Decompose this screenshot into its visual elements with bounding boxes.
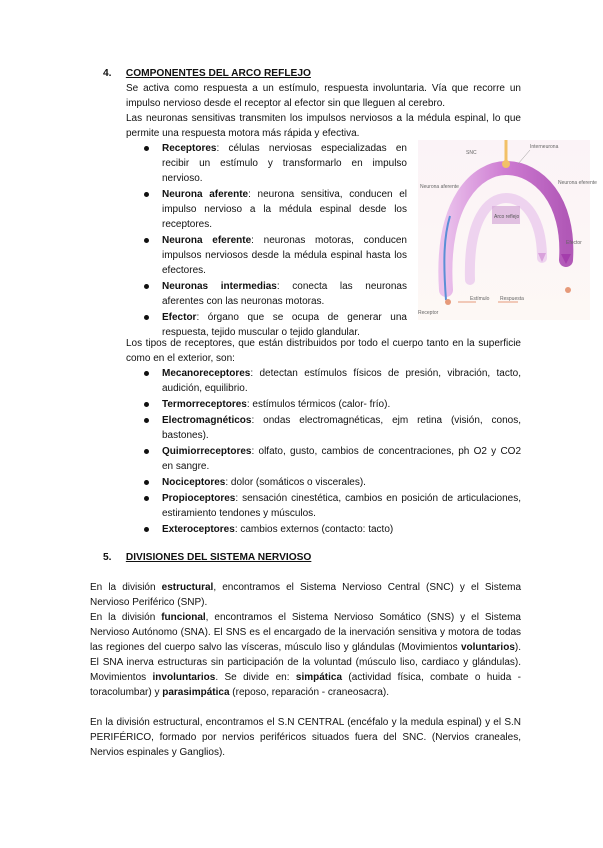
receptor-term: Mecanoreceptores bbox=[162, 368, 251, 379]
label-neurona-eferente: Neurona eferente bbox=[558, 180, 597, 186]
label-neurona-aferente: Neurona aferente bbox=[420, 184, 459, 190]
list-item bbox=[162, 366, 521, 396]
list-item bbox=[162, 491, 521, 521]
division-funcional-paragraph: En la división funcional, encontramos el Sistema Nervioso Somático (SNS) y el Sistema Nervioso Autónomo (SNA). El SNS es el encargado de la inervación sensitiva y motora de todas las regiones del cuerpo salvo las vísceras, músculo liso y glándulas (Movimientos voluntarios). El SNA inerva estructuras sin participación de la voluntad (músculo liso, cardiaco y glándulas). Movimientos involuntarios. Se divide en: simpática (actividad física, combate o huida -toracolumbar) y parasimpática (reposo, reparación - craneosacra). bbox=[90, 612, 521, 698]
receptor-term: Nociceptores bbox=[162, 477, 226, 488]
estructura-snc-snp-paragraph: En la división estructural, encontramos el S.N CENTRAL (encéfalo y la medula espinal) y el S.N PERIFÉRICO, formado por nervios periféricos situados fuera del SNC. (Nervios craneales, Nervios espinales y Ganglios). bbox=[90, 717, 521, 758]
receptor-intro bbox=[126, 336, 521, 366]
receptor-intro-text: Los tipos de receptores, que están distribuidos por todo el cuerpo tanto en la superficie como en el exterior, son: bbox=[126, 338, 521, 364]
list-item bbox=[162, 187, 407, 232]
receptor-desc: : estímulos térmicos (calor- frío). bbox=[246, 399, 391, 410]
components-list bbox=[162, 141, 407, 341]
intro-paragraph-1: Se activa como respuesta a un estímulo, respuesta involuntaria. Vía que recorre un impulso nervioso desde el receptor al efector sin que lleguen al cerebro. bbox=[126, 83, 521, 109]
reflex-arc-figure bbox=[418, 140, 597, 320]
receptor-desc: : cambios externos (contacto: tacto) bbox=[234, 524, 394, 535]
component-term: Efector bbox=[162, 312, 197, 323]
receptor-term: Quimiorreceptores bbox=[162, 446, 252, 457]
label-respuesta: Respuesta bbox=[500, 296, 524, 302]
label-estimulo: Estímulo bbox=[470, 296, 490, 302]
section-4-heading bbox=[103, 66, 311, 81]
receptor-desc: : ondas electromagnéticas, ejm retina (visión, conos, bastones). bbox=[162, 415, 521, 441]
division-estructural-paragraph: En la división estructural, encontramos el Sistema Nervioso Central (SNC) y el Sistema Nervioso Periférico (SNP). bbox=[90, 582, 522, 608]
receptor-term: Termorreceptores bbox=[162, 399, 247, 410]
component-term: Neurona eferente bbox=[162, 235, 252, 246]
snc-node-icon bbox=[502, 160, 510, 168]
section-5-heading bbox=[103, 550, 311, 565]
component-desc: : células nerviosas especializadas en recibir un estímulo y transformarlo en impulso nervioso. bbox=[162, 143, 407, 184]
list-item bbox=[162, 141, 407, 186]
label-snc: SNC bbox=[466, 150, 477, 156]
reflex-arc-diagram bbox=[418, 140, 597, 320]
component-desc: : neuronas motoras, conducen impulsos nerviosos desde la médula espinal hasta los efectores. bbox=[162, 235, 407, 276]
receptor-icon bbox=[445, 299, 451, 305]
section-5-number: 5. bbox=[103, 552, 112, 563]
list-item bbox=[162, 233, 407, 278]
receptor-term: Exteroceptores bbox=[162, 524, 235, 535]
intro-paragraph-2: Las neuronas sensitivas transmiten los impulsos nerviosos a la médula espinal, lo que permite una respuesta motora más rápida y efectiva. bbox=[126, 113, 521, 139]
label-receptor: Receptor bbox=[418, 310, 439, 316]
receptor-term: Propioceptores bbox=[162, 493, 236, 504]
list-item bbox=[162, 475, 521, 490]
section-5-title: DIVISIONES DEL SISTEMA NERVIOSO bbox=[125, 552, 312, 563]
label-interneurona: Interneurona bbox=[530, 144, 559, 150]
list-item bbox=[162, 444, 521, 474]
receptor-types-list bbox=[162, 366, 521, 538]
receptor-term: Electromagnéticos bbox=[162, 415, 252, 426]
list-item bbox=[162, 522, 521, 537]
component-desc: : órgano que se ocupa de generar una respuesta, tejido muscular o tejido glandular. bbox=[162, 312, 407, 338]
section-4-number: 4. bbox=[103, 68, 112, 79]
section-5-body bbox=[90, 580, 521, 760]
component-term: Neurona aferente bbox=[162, 189, 249, 200]
component-desc: : conecta las neuronas aferentes con las neuronas motoras. bbox=[162, 281, 407, 307]
receptor-desc: : detectan estímulos físicos de presión, vibración, tacto, audición, equilibrio. bbox=[162, 368, 521, 394]
receptor-desc: : sensación cinestética, cambios en posición de articulaciones, estiramiento tendones y músculos. bbox=[162, 493, 521, 519]
list-item bbox=[162, 397, 521, 412]
component-desc: : neurona sensitiva, conducen el impulso nervioso a la médula espinal desde los receptores. bbox=[162, 189, 407, 230]
component-term: Receptores bbox=[162, 143, 217, 154]
effector-icon bbox=[565, 287, 571, 293]
receptor-desc: : dolor (somáticos o viscerales). bbox=[225, 477, 366, 488]
list-item bbox=[162, 413, 521, 443]
receptor-desc: : olfato, gusto, cambios de concentraciones, ph O2 y CO2 en sangre. bbox=[162, 446, 521, 472]
label-efector: Efector bbox=[566, 240, 582, 246]
section-4-title: COMPONENTES DEL ARCO REFLEJO bbox=[125, 68, 311, 79]
component-term: Neuronas intermedias bbox=[162, 281, 277, 292]
label-arco-reflejo: Arco reflejo bbox=[494, 214, 520, 220]
section-4-intro bbox=[126, 81, 521, 141]
list-item bbox=[162, 279, 407, 309]
